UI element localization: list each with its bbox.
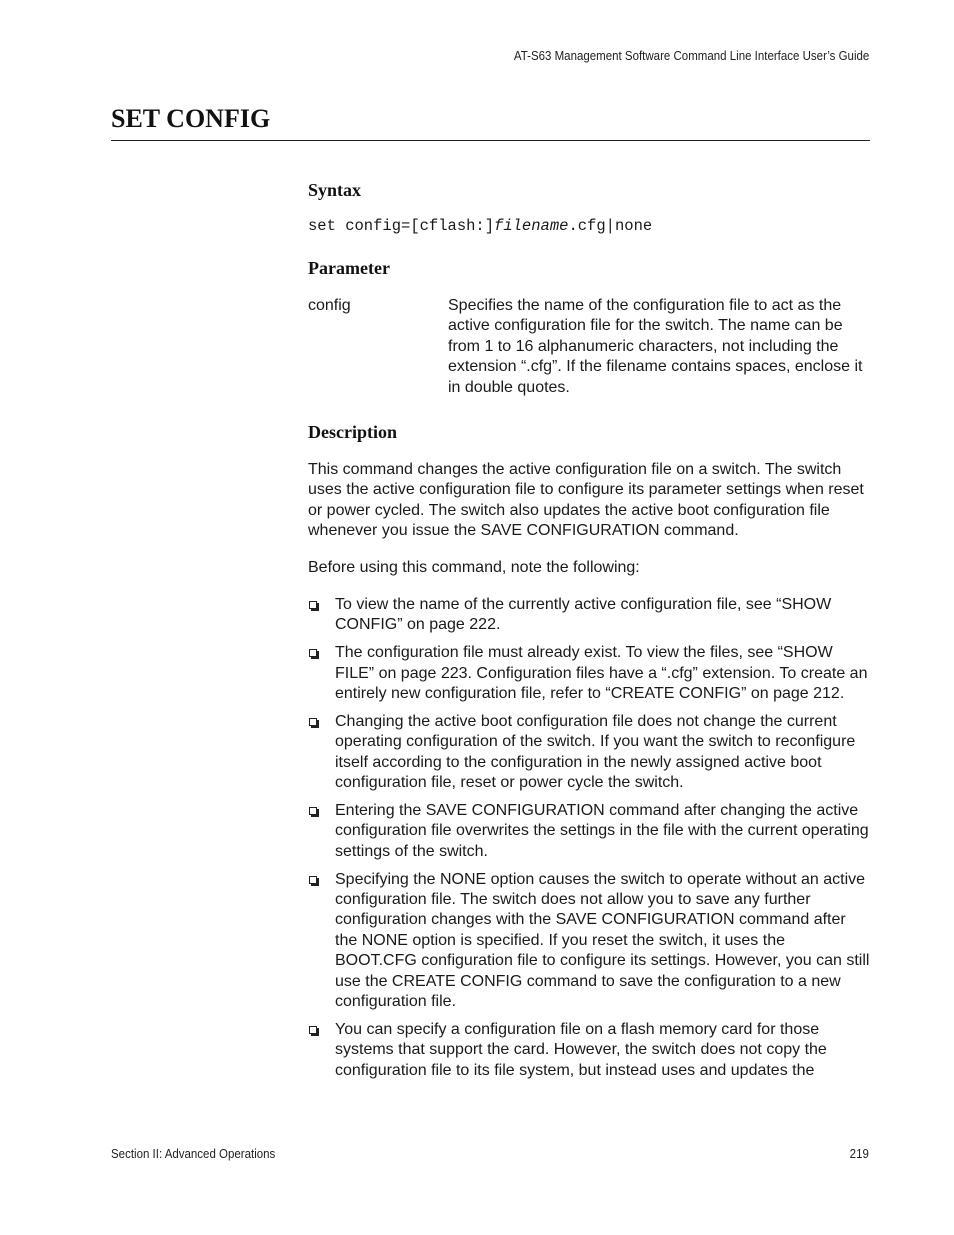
list-item-text: You can specify a configuration file on a flash memory card for those systems that support the card. However, the switch does not copy the configuration file to its file system, but instead uses and updates the <box>335 1020 827 1079</box>
checkbox-bullet-icon <box>309 876 317 884</box>
list-item <box>308 595 870 636</box>
list-item-text: To view the name of the currently active configuration file, see “SHOW CONFIG” on page 222. <box>335 596 832 634</box>
list-item-text: Entering the SAVE CONFIGURATION command after changing the active configuration file overwrites the settings in the file with the current operating settings of the switch. <box>335 801 869 860</box>
list-item-text: Changing the active boot configuration file does not change the current operating configuration of the switch. If you want the switch to reconfigure itself according to the configuration in the newly assigned active boot configuration file, reset or power cycle the switch. <box>335 712 856 792</box>
syntax-argument: filename <box>494 217 569 235</box>
list-item <box>308 712 870 794</box>
checkbox-bullet-icon <box>309 718 317 726</box>
list-item <box>308 870 870 1013</box>
description-paragraph: Before using this command, note the following: <box>308 558 640 576</box>
list-item-text: The configuration file must already exist. To view the files, see “SHOW FILE” on page 223. Configuration files have a “.cfg” extension. To create an entirely new configuration file, refer to “CREATE CONFIG” on page 212. <box>335 644 868 703</box>
running-header: AT-S63 Management Software Command Line Interface User’s Guide <box>513 49 869 63</box>
syntax-heading: Syntax <box>308 180 362 200</box>
syntax-line <box>308 216 870 236</box>
list-item <box>308 801 870 862</box>
list-item-text: Specifying the NONE option causes the switch to operate without an active configuration file. The switch does not allow you to save any further configuration changes with the SAVE CONFIGURATION command after the NONE option is specified. If you reset the switch, it uses the BOOT.CFG configuration file to configure its settings. However, you can still use the CREATE CONFIG command to save the configuration to a new configuration file. <box>335 870 870 1010</box>
list-item <box>308 1020 870 1081</box>
notes-list <box>308 595 870 1081</box>
description-paragraph: This command changes the active configuration file on a switch. The switch uses the active configuration file to configure its parameter settings when reset or power cycled. The switch also updates the active boot configuration file whenever you issue the SAVE CONFIGURATION command. <box>308 461 864 540</box>
syntax-suffix: .cfg|none <box>568 217 653 235</box>
syntax-prefix: set config=[cflash:] <box>308 217 495 235</box>
checkbox-bullet-icon <box>309 1026 317 1034</box>
page-title: SET CONFIG <box>111 104 271 133</box>
checkbox-bullet-icon <box>309 649 317 657</box>
checkbox-bullet-icon <box>309 601 317 609</box>
parameter-name: config <box>308 297 351 314</box>
page-number: 219 <box>849 1147 869 1161</box>
checkbox-bullet-icon <box>309 807 317 815</box>
parameter-row <box>308 296 870 398</box>
list-item <box>308 643 870 704</box>
parameter-description: Specifies the name of the configuration file to act as the active configuration file for the switch. The name can be from 1 to 16 alphanumeric characters, not including the extension “.cfg”. If the filename contains spaces, enclose it in double quotes. <box>448 297 863 396</box>
footer-section: Section II: Advanced Operations <box>111 1147 276 1161</box>
parameter-heading: Parameter <box>308 258 390 278</box>
main-content <box>308 178 870 1088</box>
description-heading: Description <box>308 422 397 443</box>
title-rule <box>111 140 870 141</box>
